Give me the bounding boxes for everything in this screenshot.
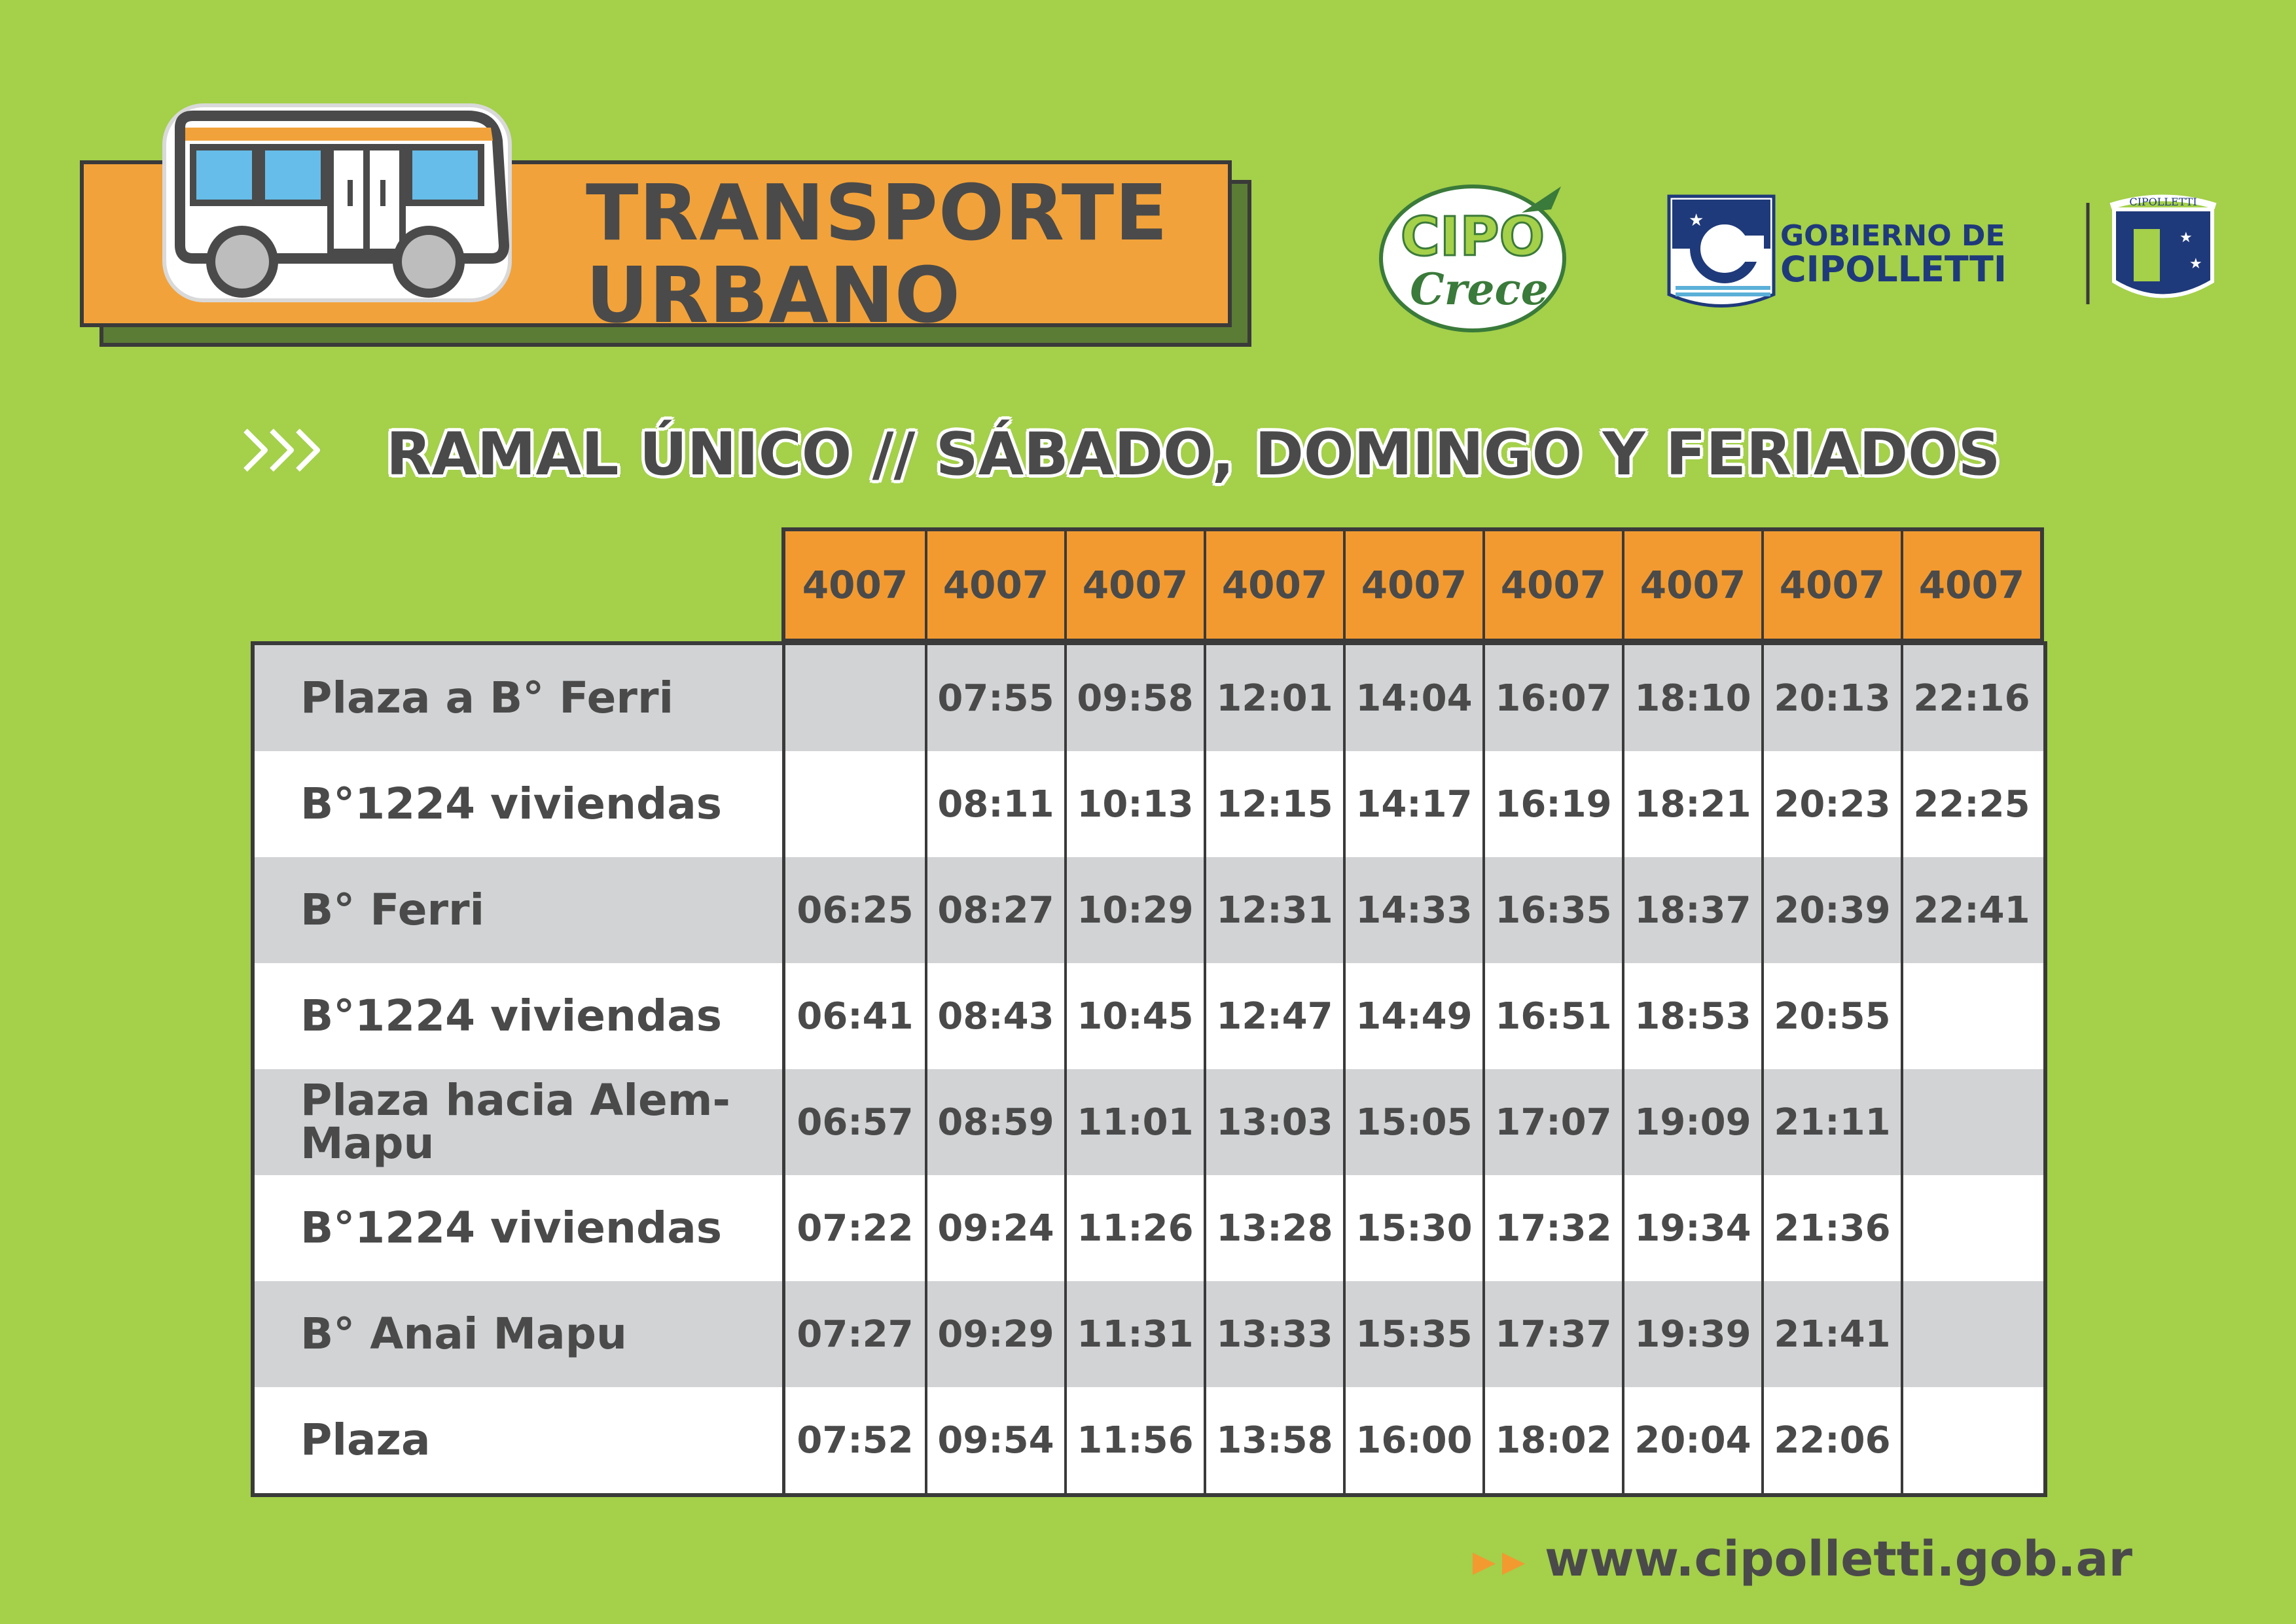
table-row xyxy=(255,1281,2043,1387)
departure-time: 10:13 xyxy=(1064,751,1204,857)
gobierno-cipolletti-logo xyxy=(1662,190,2225,317)
departure-time: 07:27 xyxy=(797,1313,914,1356)
route-number: 4007 xyxy=(1901,531,2040,639)
schedule-table xyxy=(251,641,2047,1497)
website-link[interactable]: www.cipolletti.gob.ar xyxy=(1545,1531,2132,1587)
departure-time xyxy=(785,645,925,751)
departure-time: 09:54 xyxy=(925,1387,1064,1493)
departure-time xyxy=(1901,1281,2040,1387)
departure-time: 07:52 xyxy=(797,1419,914,1462)
departure-time: 08:43 xyxy=(925,963,1064,1069)
departure-time: 16:07 xyxy=(1482,645,1622,751)
table-row xyxy=(255,963,2043,1069)
departure-time: 21:41 xyxy=(1761,1281,1901,1387)
departure-time: 13:28 xyxy=(1204,1175,1343,1281)
departure-time xyxy=(1901,963,2040,1069)
departure-time: 17:07 xyxy=(1482,1069,1622,1175)
departure-time: 14:17 xyxy=(1343,751,1482,857)
stop-name: B°1224 viviendas xyxy=(255,963,785,1069)
departure-time: 14:33 xyxy=(1343,857,1482,963)
departure-time: 06:25 xyxy=(797,889,914,932)
departure-time xyxy=(1901,1387,2040,1493)
stop-name: B° Ferri xyxy=(255,857,785,963)
cipo-logo-text: CIPO xyxy=(1400,206,1545,268)
route-number: 4007 xyxy=(1761,531,1901,639)
departure-time: 19:09 xyxy=(1622,1069,1761,1175)
departure-time: 22:16 xyxy=(1901,645,2040,751)
stop-name: Plaza hacia Alem-Mapu xyxy=(255,1069,785,1175)
cipo-crece-logo xyxy=(1365,173,1587,337)
departure-time: 11:31 xyxy=(1064,1281,1204,1387)
svg-text:★: ★ xyxy=(2179,230,2193,246)
table-row xyxy=(255,645,2043,751)
route-number: 4007 xyxy=(1622,531,1761,639)
departure-time: 07:55 xyxy=(925,645,1064,751)
departure-time xyxy=(785,751,925,857)
title-line-2: URBANO xyxy=(586,250,961,340)
chevron-right-icon xyxy=(239,424,337,476)
departure-time: 15:05 xyxy=(1343,1069,1482,1175)
stop-name: Plaza a B° Ferri xyxy=(255,645,785,751)
table-row xyxy=(255,1387,2043,1493)
table-row xyxy=(255,857,2043,963)
departure-time: 08:27 xyxy=(925,857,1064,963)
departure-time: 20:39 xyxy=(1761,857,1901,963)
route-number: 4007 xyxy=(1343,531,1482,639)
departure-time: 14:49 xyxy=(1343,963,1482,1069)
departure-time: 07:22 xyxy=(797,1207,914,1250)
route-number: 4007 xyxy=(1482,531,1622,639)
table-row xyxy=(255,751,2043,857)
departure-time: 12:31 xyxy=(1204,857,1343,963)
escudo-text: CIPOLLETTI xyxy=(2129,196,2197,208)
departure-time: 13:03 xyxy=(1204,1069,1343,1175)
page-title xyxy=(586,168,1168,340)
title-line-1: TRANSPORTE xyxy=(586,168,1168,258)
departure-time: 20:23 xyxy=(1761,751,1901,857)
departure-time: 20:55 xyxy=(1761,963,1901,1069)
departure-time: 11:56 xyxy=(1064,1387,1204,1493)
stop-name: B°1224 viviendas xyxy=(255,1175,785,1281)
crece-logo-text: Crece xyxy=(1410,264,1549,315)
stop-name: B°1224 viviendas xyxy=(255,751,785,857)
table-row xyxy=(255,1069,2043,1175)
departure-time: 08:11 xyxy=(925,751,1064,857)
departure-time: 15:30 xyxy=(1343,1175,1482,1281)
departure-time: 19:39 xyxy=(1622,1281,1761,1387)
departure-time: 17:37 xyxy=(1482,1281,1622,1387)
departure-time xyxy=(1901,1069,2040,1175)
departure-time: 18:10 xyxy=(1622,645,1761,751)
departure-time: 06:57 xyxy=(797,1101,914,1144)
route-header-row xyxy=(781,527,2044,643)
departure-time: 18:02 xyxy=(1482,1387,1622,1493)
departure-time: 15:35 xyxy=(1343,1281,1482,1387)
play-arrows-icon xyxy=(1469,1547,1532,1580)
stop-name: Plaza xyxy=(255,1387,785,1493)
route-number: 4007 xyxy=(802,563,908,607)
departure-time: 18:37 xyxy=(1622,857,1761,963)
departure-time: 14:04 xyxy=(1343,645,1482,751)
departure-time: 09:24 xyxy=(925,1175,1064,1281)
departure-time: 08:59 xyxy=(925,1069,1064,1175)
departure-time: 10:29 xyxy=(1064,857,1204,963)
departure-time: 18:53 xyxy=(1622,963,1761,1069)
departure-time: 12:15 xyxy=(1204,751,1343,857)
departure-time: 09:29 xyxy=(925,1281,1064,1387)
departure-time: 16:19 xyxy=(1482,751,1622,857)
stop-name: B° Anai Mapu xyxy=(255,1281,785,1387)
departure-time: 06:41 xyxy=(797,995,914,1038)
route-number: 4007 xyxy=(1064,531,1204,639)
gobierno-line-2: CIPOLLETTI xyxy=(1780,249,2007,290)
departure-time: 18:21 xyxy=(1622,751,1761,857)
gobierno-line-1: GOBIERNO DE xyxy=(1780,219,2005,253)
departure-time: 20:04 xyxy=(1622,1387,1761,1493)
bus-icon xyxy=(160,101,514,304)
departure-time: 16:00 xyxy=(1343,1387,1482,1493)
schedule-subtitle: RAMAL ÚNICO // SÁBADO, DOMINGO Y FERIADOS xyxy=(386,420,2001,489)
departure-time: 22:06 xyxy=(1761,1387,1901,1493)
departure-time xyxy=(1901,1175,2040,1281)
route-number: 4007 xyxy=(925,531,1064,639)
departure-time: 16:35 xyxy=(1482,857,1622,963)
departure-time: 11:01 xyxy=(1064,1069,1204,1175)
departure-time: 12:47 xyxy=(1204,963,1343,1069)
departure-time: 19:34 xyxy=(1622,1175,1761,1281)
departure-time: 17:32 xyxy=(1482,1175,1622,1281)
departure-time: 22:25 xyxy=(1901,751,2040,857)
departure-time: 12:01 xyxy=(1204,645,1343,751)
departure-time: 20:13 xyxy=(1761,645,1901,751)
svg-text:★: ★ xyxy=(1689,211,1704,230)
departure-time: 16:51 xyxy=(1482,963,1622,1069)
departure-time: 21:11 xyxy=(1761,1069,1901,1175)
departure-time: 21:36 xyxy=(1761,1175,1901,1281)
departure-time: 09:58 xyxy=(1064,645,1204,751)
departure-time: 13:58 xyxy=(1204,1387,1343,1493)
route-number: 4007 xyxy=(1204,531,1343,639)
svg-text:★: ★ xyxy=(2189,256,2202,272)
departure-time: 22:41 xyxy=(1901,857,2040,963)
departure-time: 11:26 xyxy=(1064,1175,1204,1281)
departure-time: 13:33 xyxy=(1204,1281,1343,1387)
table-row xyxy=(255,1175,2043,1281)
departure-time: 10:45 xyxy=(1064,963,1204,1069)
